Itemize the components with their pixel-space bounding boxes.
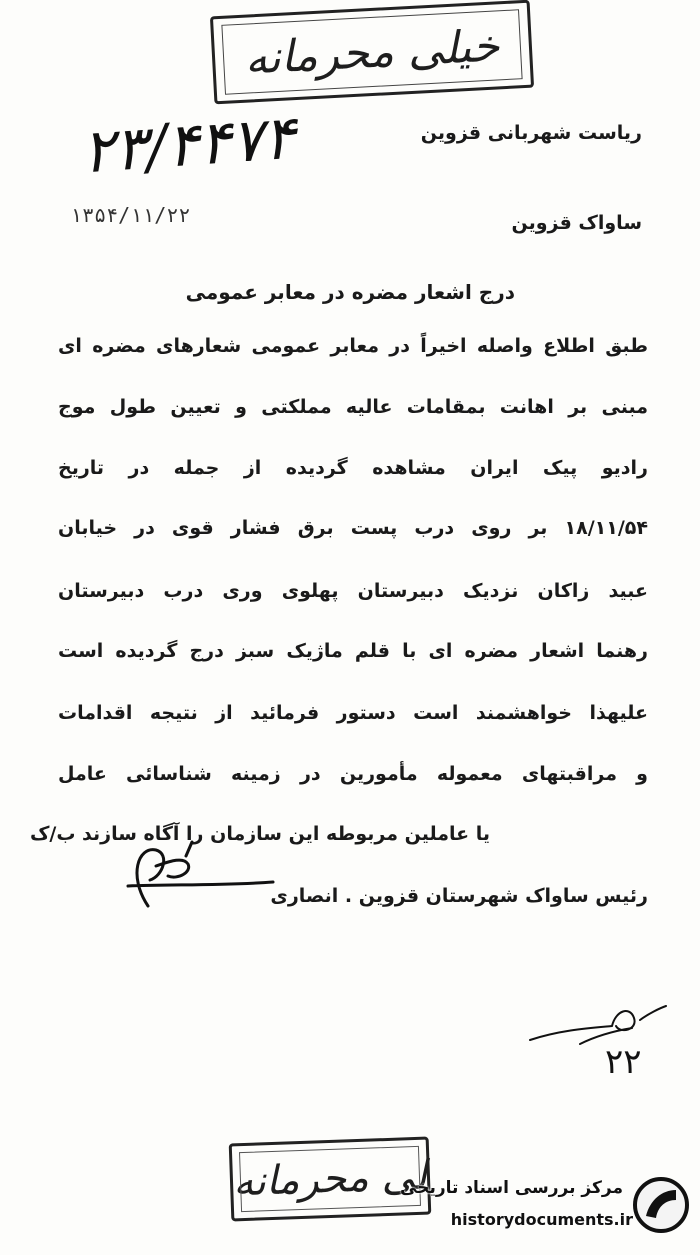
classification-stamp-top — [210, 0, 534, 104]
body-line: رهنما اشعار مضره ای با قلم ماژیک سبز درج گردیده است — [58, 640, 648, 662]
recipient-line: ساواک قزوین — [511, 212, 642, 234]
body-line: علیهذا خواهشمند است دستور فرمائید از نتیجه اقدامات — [58, 702, 648, 724]
watermark-url: historydocuments.ir — [450, 1210, 633, 1229]
reference-number: ۲۳/۴۴۷۴ — [79, 102, 298, 188]
handwritten-signature — [108, 836, 278, 916]
archive-logo-icon — [632, 1176, 690, 1234]
stamp-bottom-text: لی محرمانه — [232, 1152, 428, 1206]
handwritten-initials — [520, 1000, 670, 1050]
page-number: ۲۲ — [605, 1042, 642, 1082]
archive-watermark — [400, 1170, 695, 1250]
sender-line: ریاست شهربانی قزوین — [420, 122, 642, 144]
body-line: مبنی بر اهانت بمقامات عالیه مملکتی و تعیین طول موج — [58, 396, 648, 418]
signature-line: رئیس ساواک شهرستان قزوین . انصاری — [270, 885, 648, 907]
body-line: عبید زاکان نزدیک دبیرستان پهلوی وری درب دبیرستان — [58, 580, 648, 602]
stamp-top-text: خیلی محرمانه — [243, 19, 501, 85]
body-line: رادیو پیک ایران مشاهده گردیده از جمله در تاریخ — [58, 457, 648, 479]
subject-line: درج اشعار مضره در معابر عمومی — [185, 280, 515, 304]
document-date: ۱۳۵۴/۱۱/۲۲ — [70, 203, 191, 227]
watermark-title: مرکز بررسی اسناد تاریخی — [400, 1178, 623, 1198]
body-line: ۱۸/۱۱/۵۴ بر روی درب پست برق فشار قوی در خیابان — [58, 517, 648, 539]
body-line: یا عاملین مربوطه این سازمان را آگاه سازند ب/ک — [29, 823, 490, 845]
body-line: و مراقبتهای معموله مأمورین در زمینه شناسائی عامل — [58, 763, 648, 785]
body-line: طبق اطلاع واصله اخیراً در معابر عمومی شعارهای مضره ای — [58, 335, 648, 357]
